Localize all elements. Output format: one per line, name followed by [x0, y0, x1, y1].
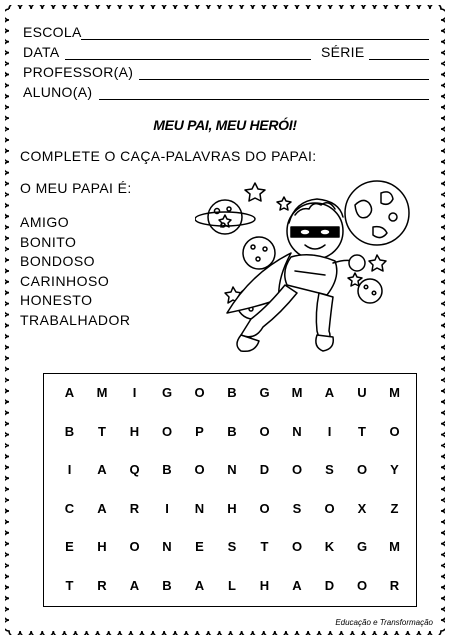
grid-row [44, 528, 416, 567]
subheading-text: O MEU PAPAI É: [20, 180, 132, 196]
grid-cell[interactable]: G [259, 385, 270, 400]
worksheet-title: MEU PAI, MEU HERÓI! [153, 117, 297, 133]
grid-cell[interactable]: O [291, 539, 303, 555]
credit-text: Educação e Transformação [335, 618, 433, 627]
word-item: BONDOSO [20, 253, 96, 270]
word-item: CARINHOSO [20, 272, 110, 289]
grid-cell[interactable]: E [195, 539, 204, 555]
grid-cell[interactable]: B [162, 462, 172, 478]
grid-cell[interactable]: N [292, 423, 302, 439]
grid-cell[interactable]: I [132, 385, 137, 400]
teacher-line [139, 79, 429, 80]
grid-cell[interactable]: T [65, 578, 74, 593]
grid-cell[interactable]: L [228, 578, 236, 593]
grid-cell[interactable]: A [194, 578, 205, 593]
grid-cell[interactable]: O [259, 423, 270, 439]
school-field[interactable] [23, 24, 429, 44]
grid-cell[interactable]: B [64, 423, 75, 439]
grid-cell[interactable]: R [389, 578, 400, 593]
date-label: DATA [23, 44, 60, 60]
grid-row [44, 374, 416, 413]
grid-cell[interactable]: O [161, 423, 173, 439]
grid-cell[interactable]: A [324, 385, 335, 400]
grid-cell[interactable]: A [129, 578, 140, 593]
grade-label: SÉRIE [321, 44, 365, 60]
grid-cell[interactable]: A [292, 578, 302, 593]
grid-cell[interactable]: D [324, 578, 335, 593]
grid-cell[interactable]: O [389, 423, 400, 439]
grid-cell[interactable]: P [195, 423, 204, 439]
grid-cell[interactable]: H [259, 578, 270, 593]
grid-cell[interactable]: A [64, 385, 75, 400]
word-search-grid[interactable] [43, 373, 417, 607]
grid-cell[interactable]: I [165, 500, 169, 516]
grid-cell[interactable]: O [291, 462, 303, 478]
grid-cell[interactable]: B [227, 385, 237, 400]
grid-cell[interactable]: X [357, 500, 367, 516]
student-line [99, 99, 429, 100]
grid-cell[interactable]: H [129, 423, 140, 439]
grid-cell[interactable]: T [98, 423, 106, 439]
word-item: BONITO [20, 233, 77, 250]
grid-cell[interactable]: D [259, 462, 270, 478]
grid-cell[interactable]: O [324, 500, 335, 516]
grid-cell[interactable]: O [259, 500, 270, 516]
grid-cell[interactable]: O [194, 385, 205, 400]
grid-cell[interactable]: M [389, 385, 400, 400]
grid-cell[interactable]: M [96, 385, 108, 400]
grid-row [44, 451, 416, 490]
grid-row [44, 490, 416, 529]
school-line [81, 39, 429, 40]
date-line [65, 59, 311, 60]
grid-cell[interactable]: O [356, 462, 368, 478]
grid-cell[interactable]: C [64, 500, 75, 516]
date-field[interactable] [23, 44, 429, 64]
grid-cell[interactable]: N [194, 500, 205, 516]
worksheet [5, 5, 445, 635]
grid-cell[interactable]: S [325, 462, 334, 478]
grid-cell[interactable]: A [97, 462, 107, 478]
grade-line [369, 59, 429, 60]
grid-row [44, 413, 416, 452]
grid-cell[interactable]: E [65, 539, 74, 555]
grid-cell[interactable]: S [292, 500, 302, 516]
grid-cell[interactable]: M [389, 539, 400, 555]
grid-cell[interactable]: K [324, 539, 335, 555]
grid-cell[interactable]: Z [390, 500, 399, 516]
grid-cell[interactable]: I [67, 462, 72, 478]
word-item: HONESTO [20, 292, 93, 309]
grid-cell[interactable]: M [291, 385, 303, 400]
student-label: ALUNO(A) [23, 84, 93, 100]
grid-cell[interactable]: H [227, 500, 237, 516]
teacher-field[interactable] [23, 64, 429, 84]
grid-cell[interactable]: R [97, 578, 107, 593]
grid-cell[interactable]: O [129, 539, 140, 555]
superhero-dad-in-space-icon [195, 175, 415, 365]
grid-cell[interactable]: I [327, 423, 332, 439]
grid-cell[interactable]: S [227, 539, 237, 555]
grid-cell[interactable]: G [356, 539, 368, 555]
student-field[interactable] [23, 84, 429, 104]
school-label: ESCOLA [23, 24, 82, 40]
grid-cell[interactable]: G [161, 385, 173, 400]
word-list [20, 213, 131, 331]
grid-cell[interactable]: T [358, 423, 366, 439]
grid-cell[interactable]: O [356, 578, 368, 593]
grid-cell[interactable]: R [129, 500, 140, 516]
instruction-text: COMPLETE O CAÇA-PALAVRAS DO PAPAI: [20, 148, 317, 164]
grid-cell[interactable]: Q [129, 462, 140, 478]
grid-cell[interactable]: B [162, 578, 172, 593]
grid-cell[interactable]: H [97, 539, 107, 555]
grid-cell[interactable]: U [357, 385, 367, 400]
grid-cell[interactable]: B [227, 423, 237, 439]
grid-cell[interactable]: Y [390, 462, 399, 478]
grid-cell[interactable]: N [162, 539, 172, 555]
grid-cell[interactable]: A [97, 500, 107, 516]
word-item: TRABALHADOR [20, 311, 131, 328]
grid-cell[interactable]: O [194, 462, 205, 478]
word-item: AMIGO [20, 214, 70, 230]
grid-row [44, 567, 416, 606]
grid-cell[interactable]: N [227, 462, 237, 478]
grid-cell[interactable]: T [260, 539, 269, 555]
teacher-label: PROFESSOR(A) [23, 64, 134, 80]
